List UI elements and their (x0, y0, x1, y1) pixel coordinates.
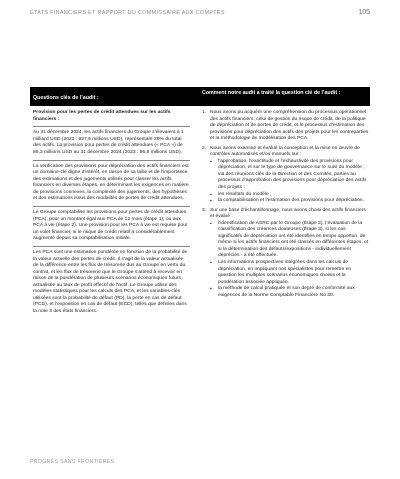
step-bullets (210, 159, 370, 205)
matter-paragraph: Les PCA sont une estimation pondérée en fonction de la probabilité de la valeur actuelle des pertes de crédit. Il s’agit de la valeur actualisée de la différence entre les flux de trésorerie dus au Groupe en vertu du contrat, et les flux de trésorerie que le Groupe s’attend à recevoir en raison de la pondération de plusieurs scénarios économiques futurs, actualisée au taux de profit effectif de l’actif. Le Groupe utilise des modèles statistiques pour les calculs des PCA, et les variables-clés utilisées sont la probabilité de défaut (PD), la perte en cas de défaut (PCD), et l’exposition en cas de défaut (ECD), telles que définies dans la note 3 des états financiers. (33, 250, 188, 314)
table-header-row (30, 87, 370, 106)
audit-step (202, 208, 370, 300)
step-text: Nous avons pu acquérir une compréhension du processus opérationnel des actifs financiers, celui de gestion du risque de crédit, de la politique de dépréciation et de pertes de crédit, et le processus d’estimation des provisions pour dépréciation des actifs des projets pour les contreparties et la méthodologie de modélisation des PCA. (210, 110, 369, 142)
matter-heading: Provision pour les pertes de crédit attendues sur les actifs financiers : (33, 110, 171, 122)
bullet-item: ▪ Les informations prospectives intégrées dans les calculs de dépréciation, en impliquant nos spécialistes pour remettre en question les multiples scénarios économiques choisis et la pondération associée appliquée. (210, 260, 370, 286)
step-number: 1. (202, 110, 207, 115)
divider (33, 246, 190, 247)
key-matter-cell (30, 106, 196, 319)
step-number: 2. (202, 145, 207, 151)
running-title: ÉTATS FINANCIERS ET RAPPORT DU COMMISSAIRE AUX COMPTES (30, 10, 225, 16)
step-bullets (210, 221, 370, 300)
matter-paragraph: Le Groupe comptabilise les provisions pour pertes de crédit attendues (PCA), pour un montant égal aux PCA de 12 mois (étape 1), ou aux PCA à vie (étape 2). Une provision pour les PCA à vie est requise pour un volet financier, si le risque de crédit relatif a considérablement augmenté depuis sa comptabilisation initiale. (33, 210, 188, 242)
matter-paragraph: La vérification des provisions pour dépréciation des actifs financiers est un domaine-clé digne d’intérêt, en raison de sa taille et de l’importance des estimations et des jugements utilisés pour classer les actifs financiers en diverses étapes, en déterminant les exigences en matière de provisions connexes, la complexité des jugements, des hypothèses et des estimations issus des modalités de pertes de crédit attendues. (33, 163, 189, 202)
divider (33, 206, 190, 207)
divider (33, 160, 190, 161)
audit-steps-list (202, 110, 370, 299)
matter-paragraph: Au 31 décembre 2024, les actifs financiers du Groupe s’élevaient à 1 milliard USD (2023 : 927,6 millions USD), représentant 29% du total des actifs. La provision pour pertes de crédit attendues (« PCA ») de 86,3 millions USD au 31 décembre 2024 (2023 : 86,8 millions USD). (33, 130, 184, 155)
step-number: 3. (202, 207, 207, 213)
page-header (30, 10, 370, 22)
divider (33, 126, 190, 127)
bullet-item: ▪ la méthode de calcul pratiquée et son degré de conformité aux exigences de la Norme Comptable Financière No 30. (210, 286, 370, 299)
audit-step (202, 146, 370, 205)
bullet-item: ▪ les résultats du modèle ; (210, 192, 370, 199)
audit-step (202, 110, 370, 143)
step-text: Sur une base d’échantillonnage, nous avons choisi des actifs financiers et évalué : (210, 207, 366, 220)
bullet-item: ▪ l’approbation, l’exactitude et l’exhaustivité des provisions pour dépréciation, et sur le type de gouvernance sur le suivi du modèle ; via des réunions clés de la Direction et des Comités, parties au processus d’approbation des provisions pour dépréciation des actifs des projets ; (210, 159, 370, 192)
table-body-row (30, 106, 370, 319)
page-number: 105 (358, 9, 370, 16)
key-audit-matters-table (30, 87, 370, 319)
step-text: Nous avons examiné et évalué la conception et la mise en œuvre de contrôles automatisés et/ou manuels sur : (210, 145, 360, 158)
page-footer: PROGRÈS SANS FRONTIÈRES (30, 459, 115, 465)
column-header-questions: Questions clés de l’audit : (33, 95, 99, 102)
bullet-item: ▪ la comptabilisation et l’estimation des provisions pour dépréciation. (210, 198, 370, 205)
bullet-item: ▪ l’identification de ASRC par le Groupe (Étape 2), l’évaluation de la classification des créances douteuses (Étape 3), si les cas significatifs de dépréciation ont été identifiés en temps opportun, de même si les actifs financiers ont été classés en différentes étapes, et si la détermination des défauts/expositions - individuellement dépréciés - a été effectuée. (210, 221, 370, 260)
audit-response-cell (196, 106, 370, 319)
column-header-response: Comment notre audit a traité la question clé de l’audit : (202, 90, 341, 96)
